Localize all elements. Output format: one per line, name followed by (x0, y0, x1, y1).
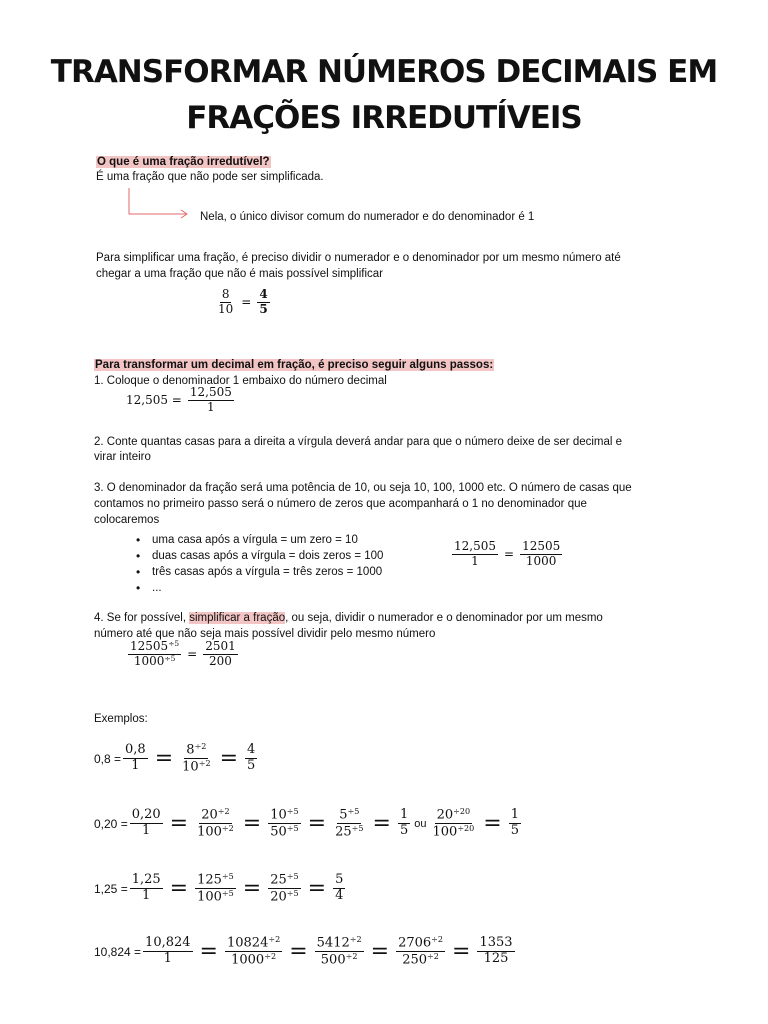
simplify-example: $\frac{8}{10}$ = $\frac{4}{5}$ (218, 287, 268, 316)
arrow-icon (120, 186, 192, 222)
fraction-result: $\frac{4}{5}$ (259, 287, 268, 316)
fraction: $\frac{8}{10}$ (218, 287, 234, 316)
step-3-line-1: 3. O denominador da fração será uma potência de 10, ou seja 10, 100, 1000 etc. O número de casas que (94, 482, 632, 494)
step-1-text: 1. Coloque o denominador 1 embaixo do número decimal (94, 375, 387, 387)
examples-heading: Exemplos: (94, 713, 148, 725)
page-title-line-2: FRAÇÕES IRREDUTÍVEIS (186, 100, 582, 136)
step-1-equation: 12,505 = $\frac{12,505}{1}$ (126, 385, 232, 414)
step-4-equation: $\frac{12505^{\div 5}}{1000^{\div 5}}$ = $\frac{2501}{200}$ (130, 639, 236, 668)
step-3-line-3: colocaremos (94, 514, 160, 526)
step-4-line-2: número até que não seja mais possível dividir pelo mesmo número (94, 628, 436, 640)
list-item: • ... (134, 580, 383, 596)
steps-heading: Para transformar um decimal em fração, é preciso seguir alguns passos: (95, 359, 494, 371)
step-4-line-1: 4. Se for possível, simplificar a fração, ou seja, dividir o numerador e o denominador por um mesmo (94, 612, 603, 624)
simplify-line-1: Para simplificar uma fração, é preciso dividir o numerador e o denominador por um mesmo número até (96, 252, 621, 264)
simplify-highlight: simplificar a fração (189, 612, 286, 624)
list-item: • uma casa após a vírgula = um zero = 10 (134, 532, 383, 548)
simplify-line-2: chegar a uma fração que não é mais possível simplificar (96, 268, 384, 280)
step-2-line-1: 2. Conte quantas casas para a direita a vírgula deverá andar para que o número deixe de ser decimal e (94, 436, 623, 448)
page-title-line-1: TRANSFORMAR NÚMEROS DECIMAIS EM (50, 54, 718, 90)
example-4: 10,824 = $\frac{10,824}{1}$ = $\frac{10824^{\div 2}}{1000^{\div 2}}$ = $\frac{5412^{\div 2}}{500^{\div 2}}$ = $\frac{2706^{\div 2}}{250^{\div 2}}$ = $\frac{1353}{125}$ (94, 935, 513, 968)
example-1: 0,8 = $\frac{0,8}{1}$ = $\frac{8^{\div 2}}{10^{\div 2}}$ = $\frac{4}{5}$ (94, 742, 256, 775)
example-2: 0,20 = $\frac{0,20}{1}$ = $\frac{20^{\div 2}}{100^{\div 2}}$ = $\frac{10^{\div 5}}{50^{\div 5}}$ = $\frac{5^{\div 5}}{25^{\div 5}}$ = $\frac{1}{5}$ ou $\frac{20^{\div 20}}{100^{\div 20}}$ = $\frac{1}{5}$ (94, 807, 520, 840)
note-text: Nela, o único divisor comum do numerador e do denominador é 1 (200, 211, 535, 223)
list-item: • duas casas após a vírgula = dois zeros = 100 (134, 548, 383, 564)
example-3: 1,25 = $\frac{1,25}{1}$ = $\frac{125^{\div 5}}{100^{\div 5}}$ = $\frac{25^{\div 5}}{20^{\div 5}}$ = $\frac{5}{4}$ (94, 872, 344, 905)
step-3-line-2: contamos no primeiro passo será o número de zeros que acompanhará o 1 no denominador que (94, 498, 587, 510)
step-3-equation: $\frac{12,505}{1}$ = $\frac{12505}{1000}$ (454, 539, 561, 568)
question-heading (96, 154, 271, 170)
answer-text: É uma fração que não pode ser simplificada. (96, 171, 324, 183)
list-item: • três casas após a vírgula = três zeros = 1000 (134, 564, 383, 580)
question-highlight: O que é uma fração irredutível? (97, 156, 270, 168)
step-2-line-2: virar inteiro (94, 451, 151, 463)
zeros-list (134, 532, 383, 596)
